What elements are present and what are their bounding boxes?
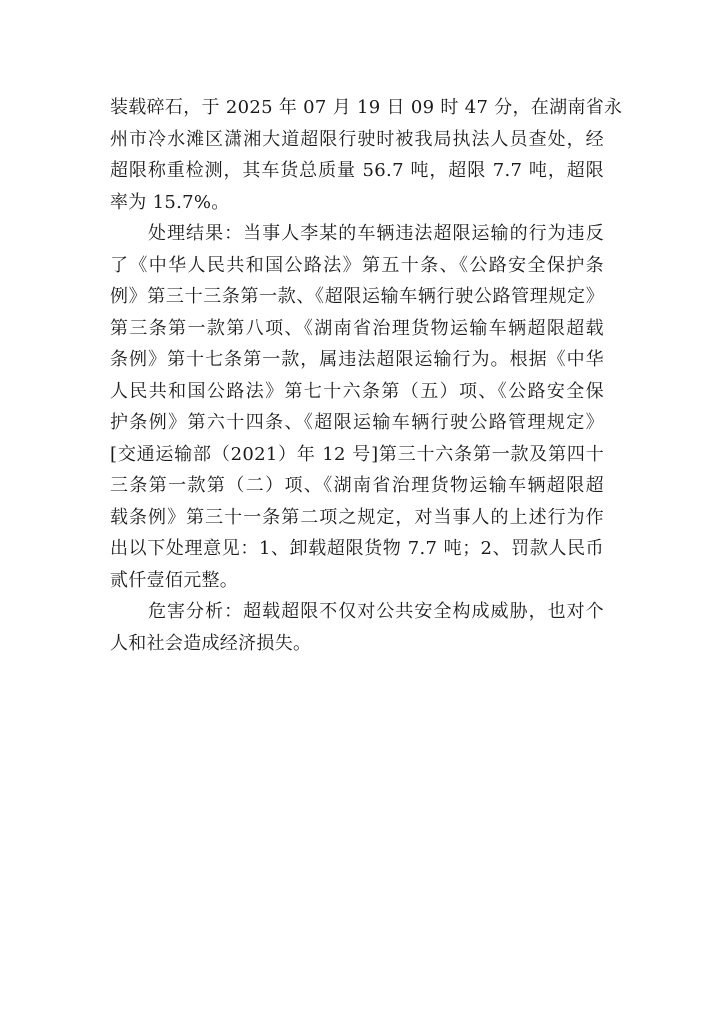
text-line: 超限称重检测，其车货总质量 56.7 吨，超限 7.7 吨，超限: [110, 160, 604, 181]
text-line: 例》第三十三条第一款、《超限运输车辆行驶公路管理规定》: [110, 286, 604, 307]
text-line: 护条例》第六十四条、《超限运输车辆行驶公路管理规定》: [110, 412, 604, 433]
paragraph-case-facts: [110, 92, 623, 218]
document-body: [110, 92, 623, 659]
text-line: 人民共和国公路法》第七十六条第（五）项、《公路安全保: [110, 380, 604, 402]
text-line: 贰仟壹佰元整。: [110, 569, 239, 591]
text-line: 州市冷水滩区潇湘大道超限行驶时被我局执法人员查处，经: [110, 128, 604, 150]
text-line: 载条例》第三十一条第二项之规定，对当事人的上述行为作: [110, 506, 604, 528]
text-line: 处理结果：当事人李某的车辆违法超限运输的行为违反: [148, 223, 604, 244]
text-line: 第三条第一款第八项、《湖南省治理货物运输车辆超限超载: [110, 317, 604, 339]
paragraph-handling-result: [110, 218, 604, 596]
text-line: 危害分析：超载超限不仅对公共安全构成威胁，也对个: [148, 601, 604, 622]
text-line: 装载碎石，于 2025 年 07 月 19 日 09 时 47 分，在湖南省永: [110, 97, 623, 118]
text-line: [交通运输部（2021）年 12 号]第三十六条第一款及第四十: [110, 443, 604, 465]
paragraph-harm-analysis: [110, 596, 604, 659]
text-line: 了《中华人民共和国公路法》第五十条、《公路安全保护条: [110, 254, 604, 276]
text-line: 出以下处理意见：1、卸载超限货物 7.7 吨；2、罚款人民币: [110, 538, 604, 559]
text-line: 率为 15.7%。: [110, 191, 230, 213]
text-line: 人和社会造成经济损失。: [110, 632, 312, 654]
text-line: 三条第一款第（二）项、《湖南省治理货物运输车辆超限超: [110, 475, 604, 496]
text-line: 条例》第十七条第一款，属违法超限运输行为。根据《中华: [110, 349, 604, 370]
